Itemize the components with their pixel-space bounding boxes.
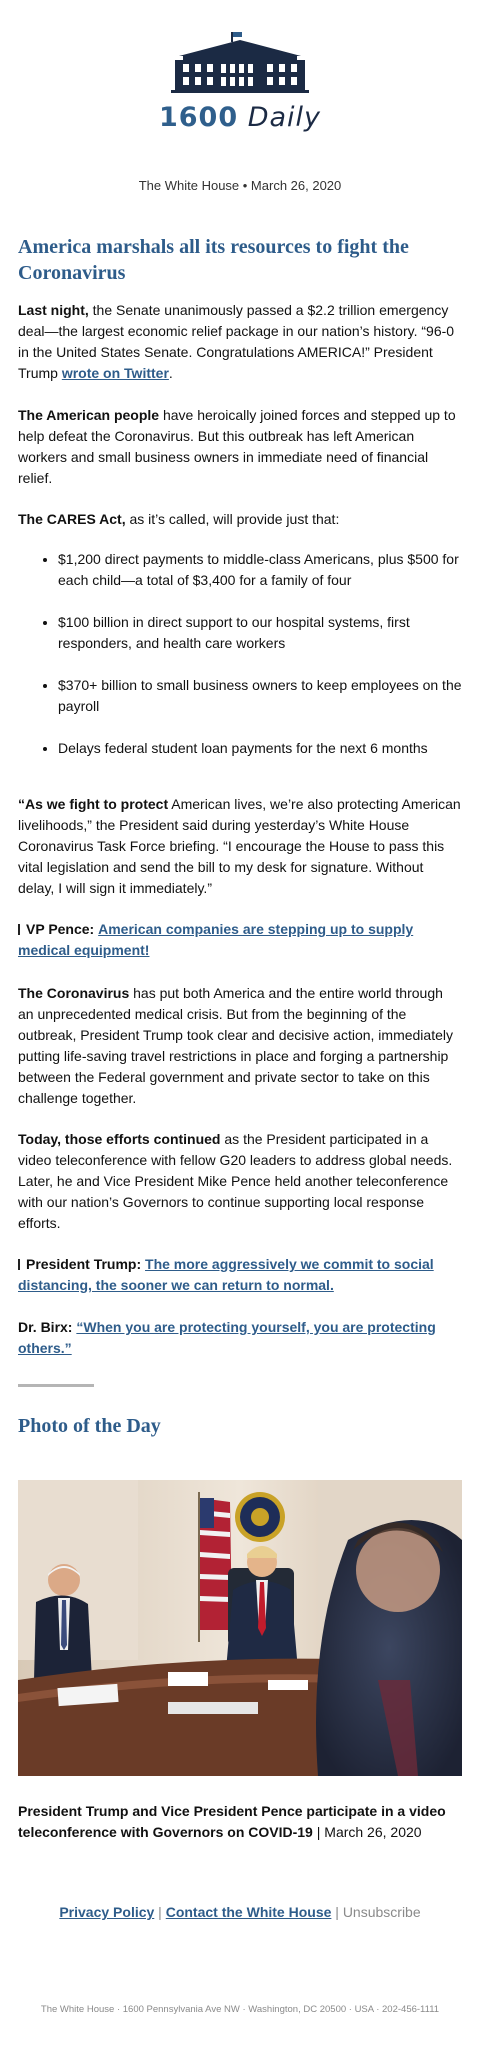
contact-link[interactable]: Contact the White House [165,1904,332,1920]
social-distancing-link[interactable]: The more aggressively we commit to social distancing, the sooner we can return to normal. [18,1256,434,1293]
footer-links [0,1904,480,1920]
footer-separator: | [154,1904,166,1920]
teleconference-photo [18,1480,462,1776]
lead: Last night, [18,302,89,318]
paragraph-coronavirus [18,983,462,1109]
list-item: • $1,200 direct payments to middle-class Americans, plus $500 for each child—a total of $3,400 for a family of four [58,549,462,591]
cares-act-list [18,549,462,780]
photo-of-the-day[interactable] [18,1480,462,1776]
dateline: The White House • March 26, 2020 [138,178,342,193]
photo-heading: Photo of the Day [18,1415,161,1437]
paragraph-cares-act [18,509,462,530]
photo-caption [18,1801,462,1843]
paragraph-dr-birx [18,1317,462,1359]
list-item: • $370+ billion to small business owners to keep employees on the payroll [58,675,462,717]
medical-equipment-link[interactable]: American companies are stepping up to supply medical equipment! [18,921,414,958]
text: American lives, we’re also protecting American livelihoods,” the President said during yesterday’s White House Coronavirus Task Force briefing. “I encourage the House to pass this vital legislation and send the bill to my desk for signature. Without delay, I will sign it immediately.” [18,796,461,896]
brand-number: 1600 [158,102,239,133]
footer-separator: | [331,1904,343,1920]
list-item: • Delays federal student loan payments for the next 6 months [58,738,462,759]
privacy-policy-link[interactable]: Privacy Policy [59,1904,155,1920]
text: have heroically joined forces and stepped up to help defeat the Coronavirus. But this outbreak has left American workers and small business owners in immediate need of financial relief. [18,407,456,486]
lead: Today, those efforts continued [18,1131,221,1147]
paragraph-american-people [18,405,462,489]
lead: The American people [18,407,160,423]
emoji-icon [18,1259,20,1270]
lead: President Trump: [26,1256,142,1272]
text: as the President participated in a video teleconference with fellow G20 leaders to address global needs. Later, he and Vice President Mike Pence held another teleconference with our nation’s Governors to continue supporting local response efforts. [18,1131,453,1231]
brand-word: Daily [247,102,322,133]
section-divider [18,1384,94,1387]
footer-address: The White House · 1600 Pennsylvania Ave NW · Washington, DC 20500 · USA · 202-456-1111 [40,2004,440,2015]
paragraph-vp-pence [18,919,462,961]
lead: VP Pence: [26,921,95,937]
paragraph-president-trump [18,1254,462,1296]
emoji-icon [18,924,20,935]
lead: Dr. Birx: [18,1319,73,1335]
paragraph-fight-to-protect [18,794,462,899]
text: the Senate unanimously passed a $2.2 trillion emergency deal—the largest economic relief package in our nation’s history. “96-0 in the United States Senate. Congratulations AMERICA!” President Trump [18,302,455,381]
text: has put both America and the entire world through an unprecedented medical crisis. But from the beginning of the outbreak, President Trump took clear and decisive action, immediately putting life-saving travel restrictions in place and forging a partnership between the Federal government and private sector to take on this challenge together. [18,985,453,1106]
lead: The CARES Act, [18,511,126,527]
paragraph-senate [18,300,462,384]
text-end: . [168,365,173,381]
text: as it’s called, will provide just that: [125,511,340,527]
birx-quote-link[interactable]: “When you are protecting yourself, you are protecting others.” [18,1319,436,1356]
white-house-icon [169,30,311,96]
brand-logo[interactable] [0,30,480,133]
unsubscribe-link[interactable]: Unsubscribe [342,1904,421,1920]
lead: The Coronavirus [18,985,130,1001]
paragraph-efforts-continued [18,1129,462,1234]
caption-bold: President Trump and Vice President Pence participate in a video teleconference with Governors on COVID-19 [18,1803,446,1840]
headline: America marshals all its resources to fight the Coronavirus [18,236,409,284]
caption-date: | March 26, 2020 [312,1824,422,1840]
lead: “As we fight to protect [18,796,169,812]
brand-wordmark [0,102,480,133]
list-item: • $100 billion in direct support to our hospital systems, first responders, and health care workers [58,612,462,654]
twitter-link[interactable]: wrote on Twitter [61,365,169,381]
